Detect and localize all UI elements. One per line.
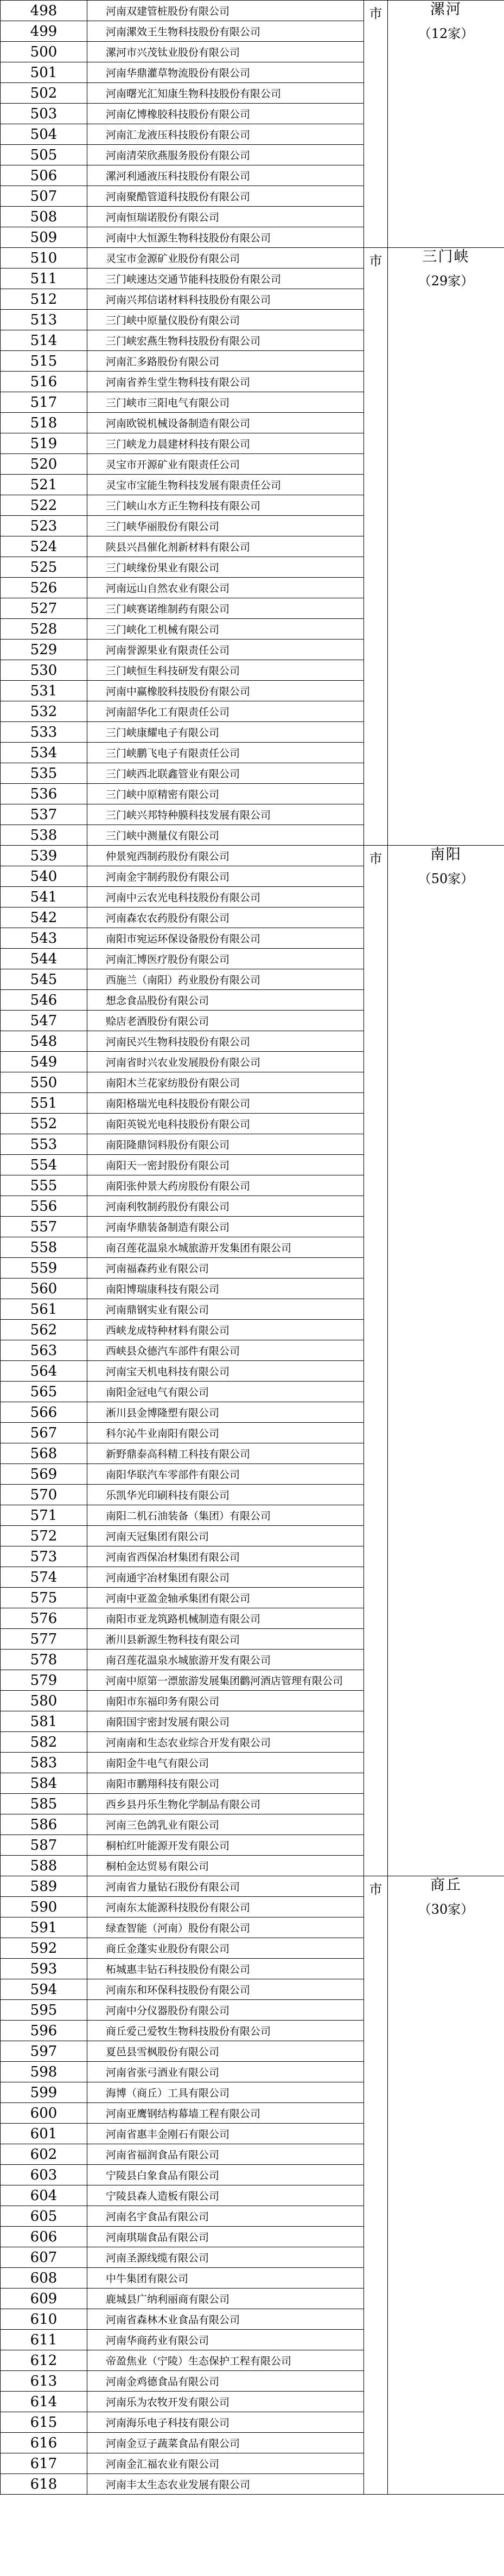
serial-number: 592 bbox=[1, 1938, 87, 1959]
company-name: 河南清荣欣燕服务股份有限公司 bbox=[87, 145, 364, 165]
company-name: 三门峡西北联鑫管业有限公司 bbox=[87, 763, 364, 784]
city-suffix-cell: 市 bbox=[364, 248, 388, 846]
company-name: 南阳木兰花家纺股份有限公司 bbox=[87, 1072, 364, 1093]
serial-number: 573 bbox=[1, 1546, 87, 1567]
serial-number: 591 bbox=[1, 1917, 87, 1938]
serial-number: 499 bbox=[1, 21, 87, 42]
serial-number: 602 bbox=[1, 2144, 87, 2165]
company-name: 南阳金冠电气有限公司 bbox=[87, 1382, 364, 1402]
serial-number: 501 bbox=[1, 62, 87, 83]
serial-number: 575 bbox=[1, 1588, 87, 1608]
serial-number: 612 bbox=[1, 2350, 87, 2371]
serial-number: 518 bbox=[1, 413, 87, 433]
serial-number: 552 bbox=[1, 1114, 87, 1134]
serial-number: 578 bbox=[1, 1650, 87, 1670]
serial-number: 524 bbox=[1, 536, 87, 557]
serial-number: 520 bbox=[1, 454, 87, 475]
serial-number: 565 bbox=[1, 1382, 87, 1402]
company-name: 想念食品股份有限公司 bbox=[87, 990, 364, 1011]
company-name: 河南汇龙液压科技股份有限公司 bbox=[87, 124, 364, 145]
city-group-cell bbox=[388, 1876, 504, 2495]
company-name: 三门峡宏燕生物科技股份有限公司 bbox=[87, 330, 364, 351]
city-name: 商丘 bbox=[430, 1877, 462, 1894]
serial-number: 584 bbox=[1, 1773, 87, 1794]
serial-number: 576 bbox=[1, 1608, 87, 1629]
serial-number: 504 bbox=[1, 124, 87, 145]
company-name: 三门峡缘份果业有限公司 bbox=[87, 557, 364, 578]
city-company-count: （29家） bbox=[418, 273, 474, 289]
serial-number: 530 bbox=[1, 660, 87, 681]
city-name: 漯河 bbox=[430, 1, 462, 18]
serial-number: 554 bbox=[1, 1155, 87, 1175]
table-row bbox=[1, 248, 504, 269]
serial-number: 544 bbox=[1, 949, 87, 969]
company-name: 西峡龙成特种材料有限公司 bbox=[87, 1320, 364, 1340]
company-name: 淅川县金博隆塑有限公司 bbox=[87, 1402, 364, 1423]
company-name: 南阳市宛运环保设备股份有限公司 bbox=[87, 928, 364, 949]
serial-number: 599 bbox=[1, 2082, 87, 2103]
company-name: 科尔沁牛业南阳有限公司 bbox=[87, 1423, 364, 1443]
serial-number: 516 bbox=[1, 372, 87, 392]
serial-number: 498 bbox=[1, 1, 87, 21]
serial-number: 615 bbox=[1, 2412, 87, 2433]
serial-number: 548 bbox=[1, 1031, 87, 1052]
company-name: 三门峡山水方正生物科技有限公司 bbox=[87, 495, 364, 516]
company-name: 南阳市东福印务有限公司 bbox=[87, 1691, 364, 1711]
company-name: 南阳格瑞光电科技股份有限公司 bbox=[87, 1093, 364, 1114]
company-name: 河南丰太生态农业发展有限公司 bbox=[87, 2474, 364, 2495]
company-name: 漯河市兴茂钛业股份有限公司 bbox=[87, 42, 364, 62]
serial-number: 601 bbox=[1, 2124, 87, 2144]
company-name: 乐凯华光印刷科技有限公司 bbox=[87, 1485, 364, 1505]
company-name: 三门峡中测量仪有限公司 bbox=[87, 825, 364, 846]
serial-number: 502 bbox=[1, 83, 87, 104]
company-name: 中牛集团有限公司 bbox=[87, 2268, 364, 2289]
company-name: 河南汇多路股份有限公司 bbox=[87, 351, 364, 372]
company-name: 夏邑县雪枫股份有限公司 bbox=[87, 2041, 364, 2062]
serial-number: 514 bbox=[1, 330, 87, 351]
serial-number: 568 bbox=[1, 1443, 87, 1464]
serial-number: 618 bbox=[1, 2474, 87, 2495]
company-name: 桐柏金达贸易有限公司 bbox=[87, 1856, 364, 1876]
serial-number: 511 bbox=[1, 269, 87, 289]
company-name: 南阳市鹏翔科技有限公司 bbox=[87, 1773, 364, 1794]
serial-number: 546 bbox=[1, 990, 87, 1011]
serial-number: 526 bbox=[1, 578, 87, 598]
serial-number: 536 bbox=[1, 784, 87, 804]
company-name: 河南漯效王生物科技股份有限公司 bbox=[87, 21, 364, 42]
city-name: 三门峡 bbox=[422, 248, 470, 265]
serial-number: 519 bbox=[1, 433, 87, 454]
serial-number: 607 bbox=[1, 2247, 87, 2268]
company-name: 南阳金牛电气有限公司 bbox=[87, 1753, 364, 1773]
serial-number: 559 bbox=[1, 1258, 87, 1279]
serial-number: 581 bbox=[1, 1711, 87, 1732]
company-name: 河南省力量钻石股份有限公司 bbox=[87, 1876, 364, 1897]
company-name: 宁陵县白象食品有限公司 bbox=[87, 2165, 364, 2185]
serial-number: 560 bbox=[1, 1279, 87, 1299]
serial-number: 567 bbox=[1, 1423, 87, 1443]
table-row bbox=[1, 846, 504, 866]
company-name: 鹿城县广纳利丽商有限公司 bbox=[87, 2289, 364, 2309]
city-suffix-cell: 市 bbox=[364, 1, 388, 248]
company-name: 河南中原第一漂旅游发展集团鹳河酒店管理有限公司 bbox=[87, 1670, 364, 1691]
serial-number: 595 bbox=[1, 2000, 87, 2021]
company-name: 三门峡康耀电子有限公司 bbox=[87, 722, 364, 743]
company-name: 西峡县众德汽车部件有限公司 bbox=[87, 1340, 364, 1361]
company-name: 南阳隆鼎饲料股份有限公司 bbox=[87, 1134, 364, 1155]
company-name: 河南华商药业有限公司 bbox=[87, 2330, 364, 2350]
city-name: 南阳 bbox=[430, 846, 462, 863]
serial-number: 531 bbox=[1, 681, 87, 701]
serial-number: 521 bbox=[1, 475, 87, 495]
serial-number: 561 bbox=[1, 1299, 87, 1320]
serial-number: 589 bbox=[1, 1876, 87, 1897]
serial-number: 598 bbox=[1, 2062, 87, 2082]
company-name: 河南中大恒源生物科技股份有限公司 bbox=[87, 227, 364, 248]
company-name: 三门峡赛诺维制药有限公司 bbox=[87, 598, 364, 619]
company-name: 河南金宇制药股份有限公司 bbox=[87, 866, 364, 887]
company-name: 河南中分仪器股份有限公司 bbox=[87, 2000, 364, 2021]
serial-number: 569 bbox=[1, 1464, 87, 1485]
serial-number: 538 bbox=[1, 825, 87, 846]
company-name: 河南省福润食品有限公司 bbox=[87, 2144, 364, 2165]
company-name: 河南欧锐机械设备制造有限公司 bbox=[87, 413, 364, 433]
serial-number: 549 bbox=[1, 1052, 87, 1072]
serial-number: 541 bbox=[1, 887, 87, 907]
company-name: 商丘爱己爱牧生物科技股份有限公司 bbox=[87, 2021, 364, 2041]
company-name: 商丘金蓬实业股份有限公司 bbox=[87, 1938, 364, 1959]
serial-number: 510 bbox=[1, 248, 87, 269]
serial-number: 609 bbox=[1, 2289, 87, 2309]
serial-number: 507 bbox=[1, 186, 87, 207]
company-name: 三门峡市三阳电气有限公司 bbox=[87, 392, 364, 413]
city-suffix-cell: 市 bbox=[364, 1876, 388, 2495]
company-name: 河南乐为农牧开发有限公司 bbox=[87, 2392, 364, 2412]
company-name: 河南鼎钢实业有限公司 bbox=[87, 1299, 364, 1320]
serial-number: 528 bbox=[1, 619, 87, 640]
serial-number: 543 bbox=[1, 928, 87, 949]
table-row bbox=[1, 1, 504, 21]
serial-number: 586 bbox=[1, 1814, 87, 1835]
serial-number: 517 bbox=[1, 392, 87, 413]
serial-number: 556 bbox=[1, 1196, 87, 1217]
serial-number: 537 bbox=[1, 804, 87, 825]
city-group-cell bbox=[388, 1, 504, 248]
serial-number: 596 bbox=[1, 2021, 87, 2041]
company-name: 河南利牧制药股份有限公司 bbox=[87, 1196, 364, 1217]
serial-number: 557 bbox=[1, 1217, 87, 1237]
serial-number: 603 bbox=[1, 2165, 87, 2185]
serial-number: 525 bbox=[1, 557, 87, 578]
company-name: 河南省森林木业食品有限公司 bbox=[87, 2309, 364, 2330]
company-name: 南召莲花温泉水城旅游开发有限公司 bbox=[87, 1650, 364, 1670]
company-name: 帝盈焦业（宁陵）生态保护工程有限公司 bbox=[87, 2350, 364, 2371]
company-name: 三门峡中原量仪股份有限公司 bbox=[87, 310, 364, 330]
serial-number: 542 bbox=[1, 907, 87, 928]
serial-number: 551 bbox=[1, 1093, 87, 1114]
serial-number: 617 bbox=[1, 2453, 87, 2474]
serial-number: 610 bbox=[1, 2309, 87, 2330]
serial-number: 588 bbox=[1, 1856, 87, 1876]
serial-number: 527 bbox=[1, 598, 87, 619]
company-name: 南阳华联汽车零部件有限公司 bbox=[87, 1464, 364, 1485]
serial-number: 539 bbox=[1, 846, 87, 866]
company-name: 南阳博瑞康科技有限公司 bbox=[87, 1279, 364, 1299]
serial-number: 522 bbox=[1, 495, 87, 516]
company-name: 三门峡华丽股份有限公司 bbox=[87, 516, 364, 536]
company-name: 河南华鼎灌草物流股份有限公司 bbox=[87, 62, 364, 83]
serial-number: 505 bbox=[1, 145, 87, 165]
company-name: 河南省时兴农业发展股份有限公司 bbox=[87, 1052, 364, 1072]
company-name: 河南东太能源科技股份有限公司 bbox=[87, 1897, 364, 1917]
serial-number: 566 bbox=[1, 1402, 87, 1423]
company-name: 灵宝市宝能生物科技发展有限责任公司 bbox=[87, 475, 364, 495]
company-name: 河南亚鹰钢结构幕墙工程有限公司 bbox=[87, 2103, 364, 2124]
company-name: 河南誉源果业有限责任公司 bbox=[87, 640, 364, 660]
company-name: 河南三色鸽乳业有限公司 bbox=[87, 1814, 364, 1835]
serial-number: 597 bbox=[1, 2041, 87, 2062]
serial-number: 508 bbox=[1, 207, 87, 227]
city-group-cell bbox=[388, 248, 504, 846]
serial-number: 605 bbox=[1, 2206, 87, 2227]
serial-number: 540 bbox=[1, 866, 87, 887]
company-name: 河南琪瑞食品有限公司 bbox=[87, 2227, 364, 2247]
company-name: 仲景宛西制药股份有限公司 bbox=[87, 846, 364, 866]
serial-number: 577 bbox=[1, 1629, 87, 1650]
serial-number: 513 bbox=[1, 310, 87, 330]
city-company-count: （12家） bbox=[418, 26, 474, 41]
company-name: 南阳天一密封股份有限公司 bbox=[87, 1155, 364, 1175]
company-name: 河南海乐电子科技有限公司 bbox=[87, 2412, 364, 2433]
company-name: 河南远山自然农业有限公司 bbox=[87, 578, 364, 598]
serial-number: 535 bbox=[1, 763, 87, 784]
company-name: 三门峡中原精密有限公司 bbox=[87, 784, 364, 804]
serial-number: 585 bbox=[1, 1794, 87, 1814]
serial-number: 553 bbox=[1, 1134, 87, 1155]
serial-number: 579 bbox=[1, 1670, 87, 1691]
serial-number: 564 bbox=[1, 1361, 87, 1382]
serial-number: 555 bbox=[1, 1175, 87, 1196]
serial-number: 550 bbox=[1, 1072, 87, 1093]
serial-number: 593 bbox=[1, 1959, 87, 1979]
company-name: 河南福森药业有限公司 bbox=[87, 1258, 364, 1279]
serial-number: 503 bbox=[1, 104, 87, 124]
city-suffix-cell: 市 bbox=[364, 846, 388, 1876]
company-name: 南阳市亚龙筑路机械制造有限公司 bbox=[87, 1608, 364, 1629]
serial-number: 533 bbox=[1, 722, 87, 743]
company-name: 河南通宇冶材集团有限公司 bbox=[87, 1567, 364, 1588]
company-name: 三门峡速达交通节能科技股份有限公司 bbox=[87, 269, 364, 289]
company-name: 灵宝市开源矿业有限责任公司 bbox=[87, 454, 364, 475]
serial-number: 532 bbox=[1, 701, 87, 722]
company-name: 河南恒瑞诺股份有限公司 bbox=[87, 207, 364, 227]
company-name: 河南金汇福农业有限公司 bbox=[87, 2453, 364, 2474]
serial-number: 606 bbox=[1, 2227, 87, 2247]
company-name: 河南名宇食品有限公司 bbox=[87, 2206, 364, 2227]
company-name: 河南韶华化工有限责任公司 bbox=[87, 701, 364, 722]
company-name: 河南省惠丰金刚石有限公司 bbox=[87, 2124, 364, 2144]
company-name: 河南省养生堂生物科技有限公司 bbox=[87, 372, 364, 392]
serial-number: 600 bbox=[1, 2103, 87, 2124]
company-name: 新野鼎泰高科精工科技有限公司 bbox=[87, 1443, 364, 1464]
serial-number: 572 bbox=[1, 1526, 87, 1546]
company-name: 河南金鸡德食品有限公司 bbox=[87, 2371, 364, 2392]
company-name: 三门峡龙力晨建材科技有限公司 bbox=[87, 433, 364, 454]
serial-number: 529 bbox=[1, 640, 87, 660]
table-row bbox=[1, 1876, 504, 1897]
company-name: 西乡县丹乐生物化学制品有限公司 bbox=[87, 1794, 364, 1814]
city-group-cell bbox=[388, 846, 504, 1876]
company-name: 海博（商丘）工具有限公司 bbox=[87, 2082, 364, 2103]
company-name: 河南圣源线缆有限公司 bbox=[87, 2247, 364, 2268]
serial-number: 608 bbox=[1, 2268, 87, 2289]
company-name: 赊店老酒股份有限公司 bbox=[87, 1011, 364, 1031]
serial-number: 582 bbox=[1, 1732, 87, 1753]
serial-number: 558 bbox=[1, 1237, 87, 1258]
serial-number: 563 bbox=[1, 1340, 87, 1361]
company-name: 河南中亚盈金轴承集团有限公司 bbox=[87, 1588, 364, 1608]
serial-number: 506 bbox=[1, 165, 87, 186]
company-name: 河南金豆子蔬菜食品有限公司 bbox=[87, 2433, 364, 2453]
company-name: 灵宝市金源矿业股份有限公司 bbox=[87, 248, 364, 269]
company-name: 河南南和生态农业综合开发有限公司 bbox=[87, 1732, 364, 1753]
company-name: 河南天冠集团有限公司 bbox=[87, 1526, 364, 1546]
company-name: 河南亿博橡胶科技股份有限公司 bbox=[87, 104, 364, 124]
company-name: 漯河利通液压科技股份有限公司 bbox=[87, 165, 364, 186]
company-name: 陕县兴昌催化剂新材料有限公司 bbox=[87, 536, 364, 557]
serial-number: 583 bbox=[1, 1753, 87, 1773]
serial-number: 570 bbox=[1, 1485, 87, 1505]
company-name: 三门峡恒生科技研发有限公司 bbox=[87, 660, 364, 681]
serial-number: 574 bbox=[1, 1567, 87, 1588]
serial-number: 590 bbox=[1, 1897, 87, 1917]
company-name: 河南森农农药股份有限公司 bbox=[87, 907, 364, 928]
serial-number: 580 bbox=[1, 1691, 87, 1711]
serial-number: 515 bbox=[1, 351, 87, 372]
serial-number: 512 bbox=[1, 289, 87, 310]
company-name: 河南双建管桩股份有限公司 bbox=[87, 1, 364, 21]
company-name: 河南曙光汇知康生物科技股份有限公司 bbox=[87, 83, 364, 104]
company-name: 河南省张弓酒业有限公司 bbox=[87, 2062, 364, 2082]
company-name: 三门峡化工机械有限公司 bbox=[87, 619, 364, 640]
company-name: 南召莲花温泉水城旅游开发集团有限公司 bbox=[87, 1237, 364, 1258]
serial-number: 523 bbox=[1, 516, 87, 536]
company-name: 南阳国宇密封发展有限公司 bbox=[87, 1711, 364, 1732]
serial-number: 571 bbox=[1, 1505, 87, 1526]
serial-number: 616 bbox=[1, 2433, 87, 2453]
company-name: 河南聚酷管道科技股份有限公司 bbox=[87, 186, 364, 207]
company-name: 河南兴邦信诺材料科技股份有限公司 bbox=[87, 289, 364, 310]
serial-number: 613 bbox=[1, 2371, 87, 2392]
table-body bbox=[1, 1, 504, 2495]
serial-number: 547 bbox=[1, 1011, 87, 1031]
serial-number: 545 bbox=[1, 969, 87, 990]
company-name: 三门峡兴邦特种膜科技发展有限公司 bbox=[87, 804, 364, 825]
company-name: 柘城惠丰钻石科技股份有限公司 bbox=[87, 1959, 364, 1979]
company-name: 河南宝天机电科技有限公司 bbox=[87, 1361, 364, 1382]
company-name: 南阳二机石油装备（集团）有限公司 bbox=[87, 1505, 364, 1526]
company-name: 三门峡鹏飞电子有限责任公司 bbox=[87, 743, 364, 763]
city-company-count: （30家） bbox=[418, 1902, 474, 1917]
company-name: 河南东和环保科技股份有限公司 bbox=[87, 1979, 364, 2000]
serial-number: 594 bbox=[1, 1979, 87, 2000]
company-name: 绿查智能（河南）股份有限公司 bbox=[87, 1917, 364, 1938]
serial-number: 534 bbox=[1, 743, 87, 763]
company-name: 河南中赢橡胶科技股份有限公司 bbox=[87, 681, 364, 701]
serial-number: 562 bbox=[1, 1320, 87, 1340]
serial-number: 611 bbox=[1, 2330, 87, 2350]
company-name: 西施兰（南阳）药业股份有限公司 bbox=[87, 969, 364, 990]
company-name: 南阳张仲景大药房股份有限公司 bbox=[87, 1175, 364, 1196]
company-name: 河南省西保冶材集团有限公司 bbox=[87, 1546, 364, 1567]
company-name: 河南民兴生物科技股份有限公司 bbox=[87, 1031, 364, 1052]
company-name: 淅川县新源生物科技有限公司 bbox=[87, 1629, 364, 1650]
company-name: 河南华鼎装备制造有限公司 bbox=[87, 1217, 364, 1237]
serial-number: 509 bbox=[1, 227, 87, 248]
city-company-count: （50家） bbox=[418, 871, 474, 886]
serial-number: 604 bbox=[1, 2185, 87, 2206]
serial-number: 587 bbox=[1, 1835, 87, 1856]
company-name: 宁陵县森人造板有限公司 bbox=[87, 2185, 364, 2206]
serial-number: 614 bbox=[1, 2392, 87, 2412]
serial-number: 500 bbox=[1, 42, 87, 62]
company-name: 桐柏红叶能源开发有限公司 bbox=[87, 1835, 364, 1856]
company-name: 南阳英锐光电科技股份有限公司 bbox=[87, 1114, 364, 1134]
company-name: 河南汇博医疗股份有限公司 bbox=[87, 949, 364, 969]
company-name: 河南中云农光电科技股份有限公司 bbox=[87, 887, 364, 907]
